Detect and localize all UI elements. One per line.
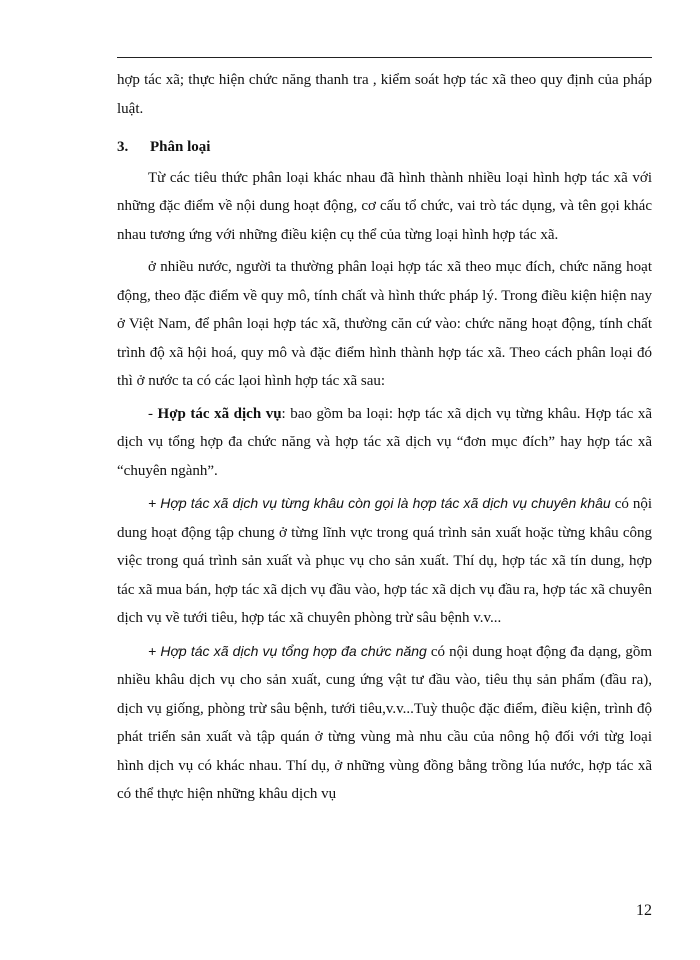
paragraph-4: [117, 489, 652, 633]
paragraph-4-text: có nội dung hoạt động tập chung ở từng lĩnh vực trong quá trình sản xuất hoặc từng khâu công việc trong quá trình sản xuất và phục vụ cho sản xuất. Thí dụ, hợp tác xã tín dung, hợp tác xã mua bán, hợp tác xã dịch vụ đầu vào, hợp tác xã dịch vụ đầu ra, hợp tác xã chuyên dịch vụ về tưới tiêu, hợp tác xã chuyên phòng trừ sâu bệnh v.v...: [117, 496, 653, 626]
paragraph-3: [117, 400, 652, 486]
paragraph-5-text: có nội dung hoạt động đa dạng, gồm nhiều khâu dịch vụ cho sản xuất, cung ứng vật tư đầu vào, tiêu thụ sản phẩm (đầu ra), dịch vụ giống, phòng trừ sâu bệnh, tưới tiêu,v.v...Tuỳ thuộc đặc điểm, điều kiện, trình độ phát triển sản xuất và tập quán ở từng vùng mà nhu cầu của nông hộ đối với từg loại hình dịch vụ có khác nhau. Thí dụ, ở những vùng đồng bằng trồng lúa nước, hợp tác xã có thể thực hiện những khâu dịch vụ: [117, 643, 652, 802]
continuation-paragraph: hợp tác xã; thực hiện chức năng thanh tra , kiểm soát hợp tác xã theo quy định của pháp luật.: [117, 72, 652, 117]
section-heading: [117, 133, 652, 162]
page-number: 12: [636, 902, 652, 919]
paragraph-1: Từ các tiêu thức phân loại khác nhau đã hình thành nhiều loại hình hợp tác xã với những đặc điểm về nội dung hoạt động, cơ cấu tổ chức, vai trò tác dụng, và tên gọi khác nhau tương ứng với những điều kiện cụ thể của từng loại hình hợp tác xã.: [117, 169, 652, 243]
paragraph-2: ở nhiều nước, người ta thường phân loại hợp tác xã theo mục đích, chức năng hoạt động, theo đặc điểm về quy mô, tính chất và hình thức pháp lý. Trong điều kiện hiện nay ở Việt Nam, để phân loại hợp tác xã, thường căn cứ vào: chức năng hoạt động, tính chất trình độ xã hội hoá, quy mô và đặc điểm hình thành hợp tác xã. Theo cách phân loại đó thì ở nước ta có các lạoi hình hợp tác xã sau:: [117, 259, 652, 389]
paragraph-3-term: Hợp tác xã dịch vụ: [157, 405, 282, 422]
section-number: 3.: [117, 139, 129, 155]
paragraph-5-term: + Hợp tác xã dịch vụ tổng hợp đa chức năng: [148, 642, 427, 659]
section-title: Phân loại: [150, 139, 211, 155]
paragraph-4-term: + Hợp tác xã dịch vụ từng khâu còn gọi là hợp tác xã dịch vụ chuyên khâu: [148, 495, 611, 511]
paragraph-3-prefix: -: [148, 405, 158, 422]
paragraph-5: [117, 637, 652, 809]
document-body: [117, 66, 652, 809]
header-rule: [117, 57, 652, 58]
paragraph-3-text: : bao gồm ba loại: hợp tác xã dịch vụ từng khâu. Hợp tác xã dịch vụ tổng hợp đa chức năng và hợp tác xã dịch vụ “đơn mục đích” hay hợp tác xã “chuyên ngành”.: [117, 405, 652, 479]
